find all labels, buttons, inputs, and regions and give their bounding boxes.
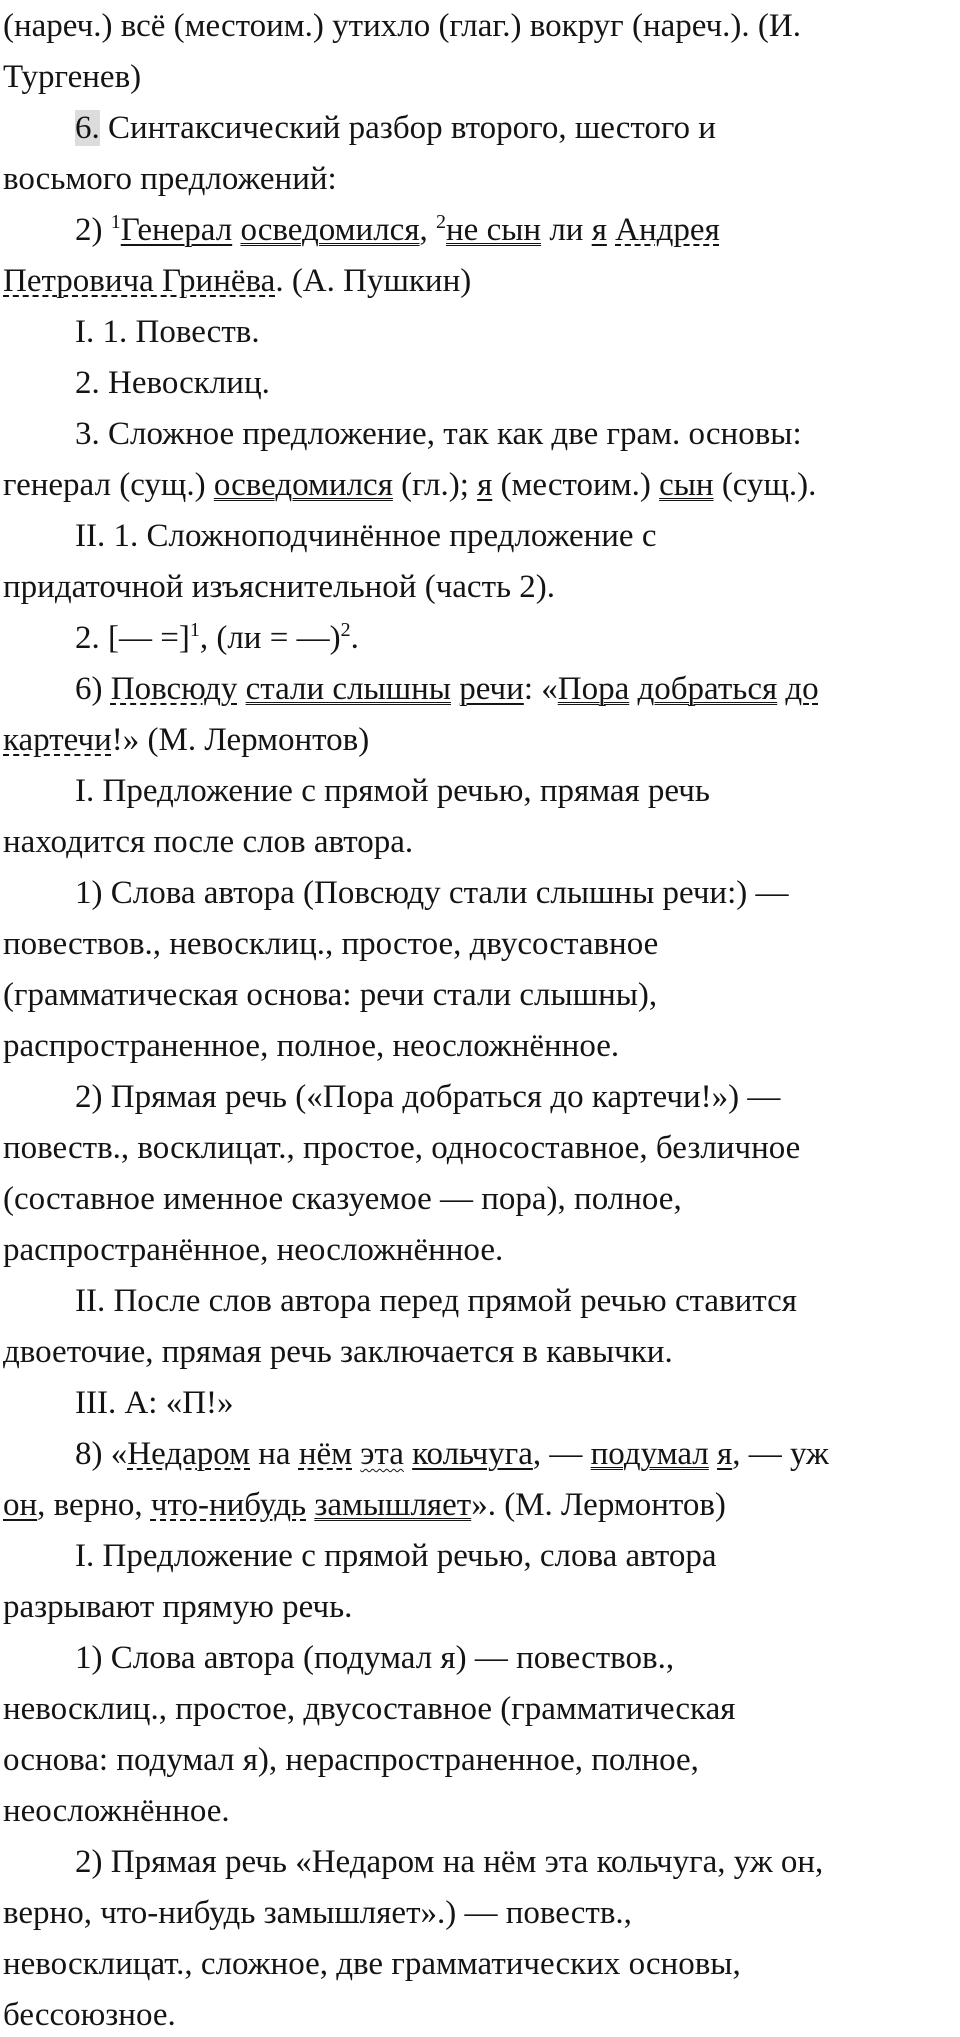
plain-text: , (ли = —) bbox=[199, 620, 341, 656]
sentence-8-line bbox=[75, 1432, 829, 1476]
subject-word: я bbox=[477, 467, 493, 503]
text-line bbox=[3, 463, 816, 507]
task-number: 6. bbox=[75, 110, 100, 146]
text-line: находится после слов автора. bbox=[3, 824, 414, 860]
text-line: основа: подумал я), нераспространенное, полное, bbox=[3, 1742, 699, 1778]
text-line: повествов., невосклиц., простое, двусоставное bbox=[3, 926, 659, 962]
object-word: Андрея bbox=[615, 212, 720, 248]
space bbox=[709, 1436, 717, 1472]
subject-word: кольчуга bbox=[412, 1436, 533, 1472]
text-line bbox=[3, 259, 471, 303]
plain-text: ». (М. Лермонтов) bbox=[471, 1487, 726, 1523]
plain-text: на bbox=[250, 1436, 299, 1472]
text-line: II. 1. Сложноподчинённое предложение с bbox=[75, 518, 657, 554]
predicate-word: замышляет bbox=[314, 1487, 472, 1523]
adverbial-word: Повсюду bbox=[110, 671, 238, 707]
text-line: невосклиц., простое, двусоставное (грамматическая bbox=[3, 1691, 736, 1727]
part-index: 1 bbox=[110, 211, 121, 233]
plain-text: (сущ.). bbox=[713, 467, 817, 503]
space bbox=[451, 671, 459, 707]
text-line: 3. Сложное предложение, так как две грам. основы: bbox=[75, 416, 802, 452]
text-line: I. 1. Повеств. bbox=[75, 314, 260, 350]
text-line: 2) Прямая речь («Пора добраться до картечи!») — bbox=[75, 1079, 781, 1115]
text-line: бессоюзное. bbox=[3, 1997, 176, 2033]
plain-text: , — bbox=[532, 1436, 591, 1472]
text-line: восьмого предложений: bbox=[3, 161, 337, 197]
task-heading bbox=[75, 106, 716, 150]
text-line: 1) Слова автора (Повсюду стали слышны речи:) — bbox=[75, 875, 789, 911]
text-line: II. После слов автора перед прямой речью ставится bbox=[75, 1283, 797, 1319]
text-line: повеств., восклицат., простое, односоставное, безличное bbox=[3, 1130, 801, 1166]
plain-text: , верно, bbox=[37, 1487, 151, 1523]
part-index: 1 bbox=[189, 619, 200, 641]
text-line: 2) Прямая речь «Недаром на нём эта кольчуга, уж он, bbox=[75, 1844, 824, 1880]
task-heading-text: Синтаксический разбор второго, шестого и bbox=[99, 110, 716, 146]
plain-text: !» (М. Лермонтов) bbox=[111, 722, 370, 758]
text-line: придаточной изъяснительной (часть 2). bbox=[3, 569, 556, 605]
predicate-word: сын bbox=[659, 467, 714, 503]
adverbial-word: Недаром bbox=[127, 1436, 250, 1472]
subject-word: речи bbox=[459, 671, 524, 707]
text-line: Тургенев) bbox=[3, 59, 142, 95]
part-index: 2 bbox=[340, 619, 351, 641]
plain-text: . (А. Пушкин) bbox=[275, 263, 472, 299]
predicate-word: добраться bbox=[637, 671, 778, 707]
text-line: (нареч.) всё (местоим.) утихло (глаг.) вокруг (нареч.). (И. bbox=[3, 8, 801, 44]
subject-word: Генерал bbox=[120, 212, 233, 248]
plain-text: ли bbox=[541, 212, 592, 248]
text-line: распространенное, полное, неосложнённое. bbox=[3, 1028, 620, 1064]
adverbial-word: нём bbox=[298, 1436, 353, 1472]
sentence-2-line bbox=[75, 208, 720, 252]
plain-text: (местоим.) bbox=[492, 467, 660, 503]
text-line: двоеточие, прямая речь заключается в кавычки. bbox=[3, 1334, 673, 1370]
text-line: 1) Слова автора (подумал я) — повествов., bbox=[75, 1640, 675, 1676]
object-word: что-нибудь bbox=[150, 1487, 307, 1523]
scheme-line bbox=[75, 616, 359, 660]
subject-word: я bbox=[717, 1436, 733, 1472]
scheme-line: III. А: «П!» bbox=[75, 1385, 234, 1421]
object-word: Петровича Гринёва bbox=[3, 263, 276, 299]
sentence-number: 8) « bbox=[75, 1436, 128, 1472]
text-line bbox=[3, 718, 369, 762]
part-index: 2 bbox=[436, 211, 447, 233]
predicate-word: подумал bbox=[590, 1436, 709, 1472]
adverbial-word: картечи bbox=[3, 722, 112, 758]
predicate-word: не сын bbox=[446, 212, 542, 248]
adverbial-word: до bbox=[785, 671, 819, 707]
sentence-6-line bbox=[75, 667, 819, 711]
plain-text: 2. [— =] bbox=[75, 620, 190, 656]
text-line: распространённое, неосложнённое. bbox=[3, 1232, 504, 1268]
text-line: (составное именное сказуемое — пора), полное, bbox=[3, 1181, 682, 1217]
punct: , bbox=[419, 212, 437, 248]
text-line: разрывают прямую речь. bbox=[3, 1589, 353, 1625]
text-line: 2. Невосклиц. bbox=[75, 365, 270, 401]
predicate-word: осведомился bbox=[240, 212, 420, 248]
text-line: I. Предложение с прямой речью, прямая речь bbox=[75, 773, 710, 809]
space bbox=[404, 1436, 412, 1472]
space bbox=[607, 212, 615, 248]
plain-text: (гл.); bbox=[392, 467, 478, 503]
predicate-word: стали слышны bbox=[245, 671, 451, 707]
predicate-word: Пора bbox=[557, 671, 630, 707]
text-line: неосложнённое. bbox=[3, 1793, 230, 1829]
subject-word: я bbox=[591, 212, 607, 248]
sentence-number: 6) bbox=[75, 671, 111, 707]
plain-text: . bbox=[350, 620, 359, 656]
space bbox=[237, 671, 245, 707]
subject-word: он bbox=[3, 1487, 38, 1523]
sentence-number: 2) bbox=[75, 212, 111, 248]
text-line: I. Предложение с прямой речью, слова автора bbox=[75, 1538, 717, 1574]
predicate-word: осведомился bbox=[213, 467, 393, 503]
attribute-word: эта bbox=[360, 1436, 404, 1472]
text-line: верно, что-нибудь замышляет».) — повеств., bbox=[3, 1895, 632, 1931]
plain-text: , — уж bbox=[732, 1436, 829, 1472]
plain-text: генерал (сущ.) bbox=[3, 467, 214, 503]
text-line: невосклицат., сложное, две грамматических основы, bbox=[3, 1946, 741, 1982]
text-line: (грамматическая основа: речи стали слышны), bbox=[3, 977, 658, 1013]
plain-text: : « bbox=[523, 671, 558, 707]
text-line bbox=[3, 1483, 726, 1527]
